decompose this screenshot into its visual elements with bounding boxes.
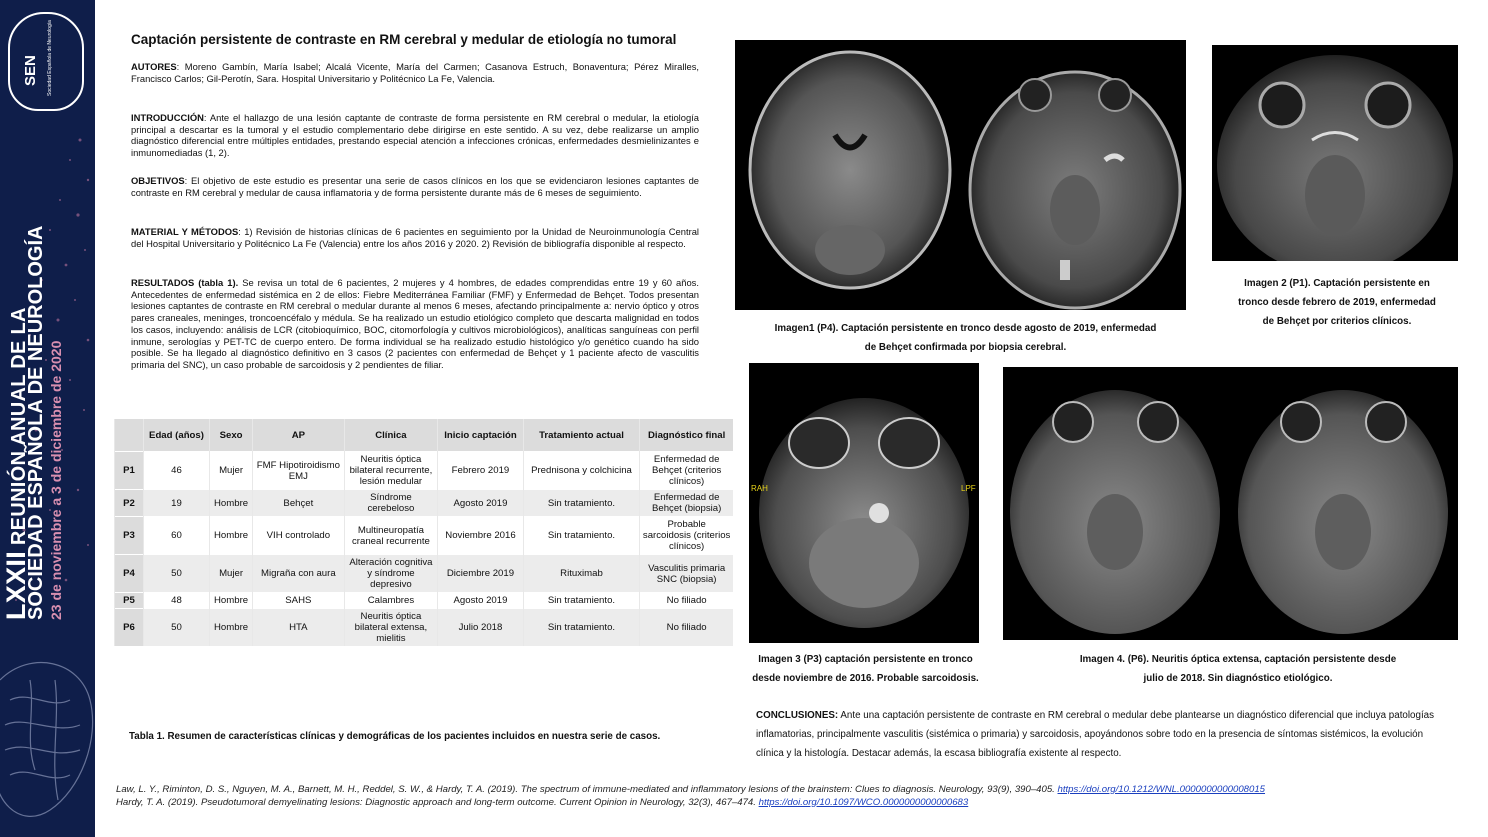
table-cell: Calambres: [344, 593, 438, 609]
patient-id-cell: P1: [115, 452, 144, 490]
table-cell: Migraña con aura: [253, 555, 344, 593]
image-4-caption-line2: julio de 2018. Sin diagnóstico etiológico.: [1143, 673, 1333, 684]
table-cell: 48: [144, 593, 210, 609]
authors-text: : Moreno Gambín, María Isabel; Alcalá Vicente, María del Carmen; Casanova Estruch, Bonaventura; Pérez Miralles, Francisco Carlos; Gil-Perotín, Sara. Hospital Universitario y Politécnico La Fe, Valencia.: [131, 61, 699, 84]
mri-image-4: [1003, 367, 1458, 640]
image-3-caption: [738, 650, 993, 688]
authors-label: AUTORES: [131, 61, 177, 72]
image-2-caption: [1212, 274, 1462, 331]
table-cell: 19: [144, 490, 210, 517]
mri-image-1-drawing: [735, 40, 1186, 310]
reference-link[interactable]: https://doi.org/10.1097/WCO.0000000000000683: [758, 796, 969, 808]
table-cell: 50: [144, 555, 210, 593]
mri-image-4-drawing: [1003, 367, 1458, 640]
table-cell: No filiado: [640, 593, 733, 609]
table-header-cell: AP: [253, 419, 344, 452]
image-2-caption-line3: de Behçet por criterios clínicos.: [1262, 316, 1412, 327]
table-cell: Rituximab: [523, 555, 640, 593]
table-cell: Sin tratamiento.: [523, 593, 640, 609]
results-section: [131, 277, 699, 371]
brain-illustration-icon: [0, 640, 95, 837]
table-cell: Febrero 2019: [438, 452, 523, 490]
table-cell: 46: [144, 452, 210, 490]
table-cell: Vasculitis primaria SNC (biopsia): [640, 555, 733, 593]
table-cell: Alteración cognitiva y síndrome depresivo: [344, 555, 438, 593]
mri-image-2-drawing: [1212, 45, 1458, 261]
table-row: [115, 593, 734, 609]
reference-item: [116, 784, 1436, 797]
conclusions-section: [756, 706, 1446, 763]
image-2-caption-line1: Imagen 2 (P1). Captación persistente en: [1244, 278, 1430, 289]
congress-line1: REUNIÓN ANUAL DE LA: [8, 307, 30, 546]
intro-label: INTRODUCCIÓN: [131, 112, 204, 123]
reference-link[interactable]: https://doi.org/10.1212/WNL.0000000000008015: [1057, 784, 1266, 795]
table-cell: Hombre: [210, 490, 253, 517]
table-cell: FMF Hipotiroidismo EMJ: [253, 452, 344, 490]
authors-section: [131, 61, 699, 84]
references: [116, 784, 1436, 809]
image-3-caption-line1: Imagen 3 (P3) captación persistente en tronco: [758, 654, 973, 665]
reference-item: [116, 797, 1436, 810]
table-header-cell: Edad (años): [144, 419, 210, 452]
logo-text: SEN: [22, 55, 39, 86]
intro-text: : Ante el hallazgo de una lesión captante de contraste de forma persistente en RM cerebral o medular, la etiología principal a descartar es la tumoral y el estudio complementario debe dirigirse en este sentido. A su vez, debe realizarse un amplio diagnóstico diferencial entre múltiples entidades, prestando especial atención a infecciones crónicas, enfermedades desmielinizantes e inmunomediadas (1, 2).: [131, 112, 699, 159]
table-cell: No filiado: [640, 609, 733, 647]
table-header-cell: Clínica: [344, 419, 438, 452]
patient-id-cell: P5: [115, 593, 144, 609]
table-cell: Sin tratamiento.: [523, 517, 640, 555]
table-cell: Diciembre 2019: [438, 555, 523, 593]
table-cell: Noviembre 2016: [438, 517, 523, 555]
table-cell: Mujer: [210, 452, 253, 490]
table-cell: Neuritis óptica bilateral extensa, mielitis: [344, 609, 438, 647]
image-4-caption-line1: Imagen 4. (P6). Neuritis óptica extensa, captación persistente desde: [1079, 654, 1397, 665]
table-row: [115, 490, 734, 517]
objectives-label: OBJETIVOS: [131, 175, 185, 186]
table-cell: Hombre: [210, 609, 253, 647]
methods-text: : 1) Revisión de historias clínicas de 6 pacientes en seguimiento por la Unidad de Neuroinmunología Central del Hospital Universitario y Politécnico La Fe (Valencia) entre los años 2016 y 2020. 2) Revisión de bibliografía disponible al respecto.: [131, 226, 699, 249]
patient-id-cell: P3: [115, 517, 144, 555]
congress-title: [1, 20, 65, 620]
table-cell: Sin tratamiento.: [523, 609, 640, 647]
results-text: Se revisa un total de 6 pacientes, 2 mujeres y 4 hombres, de edades comprendidas entre 19 y 60 años. Antecedentes de enfermedad sistémica en 2 de ellos: Fiebre Mediterránea Familiar (FMF) y Enfermedad de Behçet. Todos presentan lesiones captantes de contraste en RM cerebral o medular durante al menos 6 meses, afectando principalmente a: nervio óptico y otros pares craneales, meninges, troncoencéfalo y médula. Se ha realizado un estudio etiológico completo que descarta malignidad en todos los casos, incluyendo: análisis de LCR (citobioquímico, BOC, citomorfología y cultivos microbiológicos), analíticas sanguíneas con perfil inmune, serologías y PET-TC de cuerpo entero. De forma individual se ha realizado estudio histológico y/o genético cuando ha sido posible. Se ha llegado al diagnóstico definitivo en 3 casos (2 pacientes con enfermedad de Behçet y 1 paciente afecto de vasculitis primaria del SNC), un caso probable de sarcoidosis y 2 pendientes de filiar.: [131, 277, 699, 370]
reference-text: Law, L. Y., Riminton, D. S., Nguyen, M. A., Barnett, M. H., Reddel, S. W., & Hardy, T. A. (2019). The spectrum of immune-mediated and inflammatory lesions of the brainstem: Clues to diagnosis. Neurology, 93(9), 390–405.: [116, 784, 1058, 795]
image-3-label-right: LPF: [961, 484, 976, 493]
table-cell: SAHS: [253, 593, 344, 609]
patient-id-cell: P6: [115, 609, 144, 647]
image-3-caption-line2: desde noviembre de 2016. Probable sarcoidosis.: [752, 673, 979, 684]
table-header-cell: Tratamiento actual: [523, 419, 640, 452]
table-row: [115, 555, 734, 593]
congress-dates: 23 de noviembre a 3 de diciembre de 2020: [48, 340, 64, 620]
image-1-caption: [738, 319, 1193, 357]
table-cell: Julio 2018: [438, 609, 523, 647]
table-cell: Enfermedad de Behçet (criterios clínicos): [640, 452, 733, 490]
table-cell: Prednisona y colchicina: [523, 452, 640, 490]
intro-section: [131, 112, 699, 159]
table-cell: 50: [144, 609, 210, 647]
conclusions-label: CONCLUSIONES:: [756, 710, 839, 721]
patients-table: [114, 419, 733, 646]
table-cell: Síndrome cerebeloso: [344, 490, 438, 517]
table-cell: Hombre: [210, 517, 253, 555]
table-cell: Hombre: [210, 593, 253, 609]
sidebar: [0, 0, 95, 837]
mri-image-3-drawing: [749, 363, 979, 643]
table-cell: Agosto 2019: [438, 593, 523, 609]
congress-number: LXXII: [1, 550, 31, 620]
table-cell: VIH controlado: [253, 517, 344, 555]
table-cell: Mujer: [210, 555, 253, 593]
logo-subtext: Sociedad Española de Neurología: [47, 20, 53, 96]
congress-line2: SOCIEDAD ESPAÑOLA DE NEUROLOGÍA: [25, 225, 47, 620]
table-row: [115, 452, 734, 490]
patient-id-cell: P4: [115, 555, 144, 593]
table-header-cell: Inicio captación: [438, 419, 523, 452]
mri-image-1: [735, 40, 1186, 310]
table-header-cell: Diagnóstico final: [640, 419, 733, 452]
methods-section: [131, 226, 699, 249]
image-2-caption-line2: tronco desde febrero de 2019, enfermedad: [1238, 297, 1436, 308]
table-cell: Enfermedad de Behçet (biopsia): [640, 490, 733, 517]
table-cell: Multineuropatía craneal recurrente: [344, 517, 438, 555]
objectives-text: : El objetivo de este estudio es presentar una serie de casos clínicos en los que se evidenciaron lesiones captantes de contraste en RM cerebral y medular de causa inflamatoria y de forma persistente durante más de 6 meses de seguimiento.: [131, 175, 699, 198]
table-cell: Neuritis óptica bilateral recurrente, lesión medular: [344, 452, 438, 490]
methods-label: MATERIAL Y MÉTODOS: [131, 226, 239, 237]
paper-title: Captación persistente de contraste en RM cerebral y medular de etiología no tumoral: [131, 32, 677, 47]
table-cell: HTA: [253, 609, 344, 647]
conclusions-text: Ante una captación persistente de contraste en RM cerebral o medular debe plantearse un diagnóstico diferencial que incluya patologías inflamatorias, principalmente vasculitis (sistémica o primaria) y sarcoidosis, apoyándonos sobre todo en la presencia de síntomas sistémicos, la evolución clínica y la histología. Destacar además, la escasa bibliografía existente al respecto.: [756, 710, 1435, 759]
table-caption: Tabla 1. Resumen de características clínicas y demográficas de los pacientes incluidos en nuestra serie de casos.: [129, 731, 661, 742]
image-1-caption-line2: de Behçet confirmada por biopsia cerebral.: [864, 342, 1067, 353]
image-4-caption: [1048, 650, 1428, 688]
table-header-row: [115, 419, 734, 452]
patient-id-cell: P2: [115, 490, 144, 517]
table-header-cell: Sexo: [210, 419, 253, 452]
table-cell: Sin tratamiento.: [523, 490, 640, 517]
table-header-cell: [115, 419, 144, 452]
reference-text: Hardy, T. A. (2019). Pseudotumoral demyelinating lesions: Diagnostic approach and long-term outcome. Current Opinion in Neurology, 32(3), 467–474.: [116, 796, 759, 808]
table-cell: 60: [144, 517, 210, 555]
mri-image-3: [749, 363, 979, 643]
table-cell: Behçet: [253, 490, 344, 517]
image-3-label-left: RAH: [751, 484, 768, 493]
mri-image-2: [1212, 45, 1458, 261]
table-row: [115, 609, 734, 647]
table-row: [115, 517, 734, 555]
table-cell: Probable sarcoidosis (criterios clínicos): [640, 517, 733, 555]
results-label: RESULTADOS (tabla 1).: [131, 277, 239, 288]
image-1-caption-line1: Imagen1 (P4). Captación persistente en tronco desde agosto de 2019, enfermedad: [774, 323, 1157, 334]
objectives-section: [131, 175, 699, 198]
table-cell: Agosto 2019: [438, 490, 523, 517]
